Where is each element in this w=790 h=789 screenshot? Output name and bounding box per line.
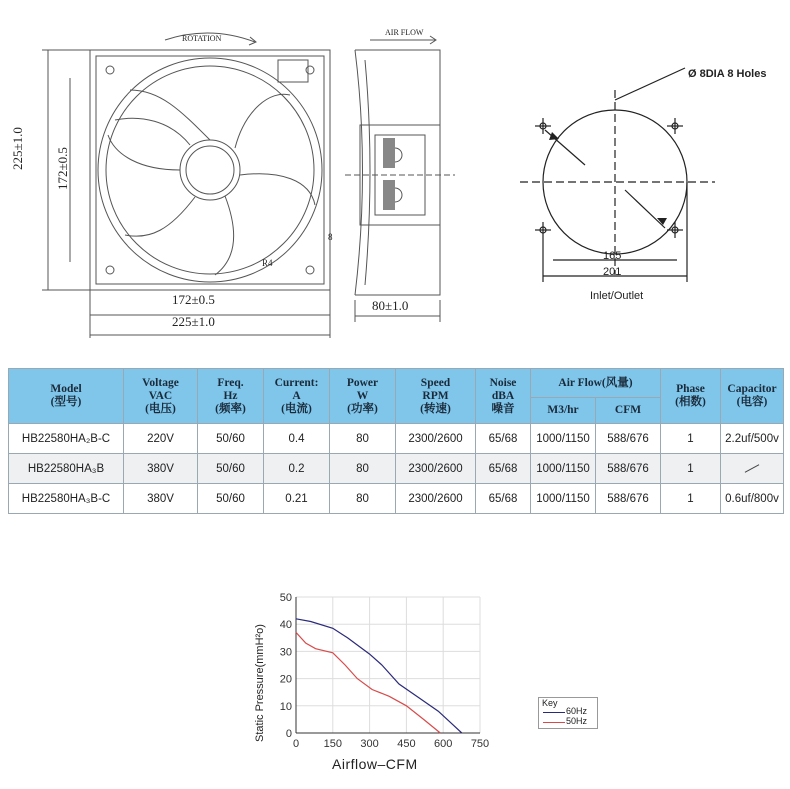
y-tick-label: 10 (279, 700, 292, 713)
cell-capacitor: 2.2uf/500v (721, 424, 784, 454)
dim-165: 165 (603, 250, 622, 262)
header-airflow: Air Flow(风量) (531, 369, 661, 398)
x-tick-label: 150 (323, 738, 342, 750)
cell-phase: 1 (661, 424, 721, 454)
dim-inner-vertical: 172±0.5 (55, 147, 70, 190)
legend-label-50hz: 50Hz (566, 716, 588, 726)
x-tick-label: 300 (360, 738, 379, 750)
header-voltage: Voltage VAC (电压) (124, 369, 198, 424)
table-row (9, 454, 784, 484)
series-line-60hz (296, 619, 462, 733)
table-row (9, 424, 784, 454)
chart-xlabel: Airflow–CFM (332, 756, 418, 772)
header-freq: Freq. Hz (频率) (198, 369, 264, 424)
depth-label: 80±1.0 (372, 298, 409, 313)
chart-legend (538, 697, 598, 729)
hole-label: 8 (328, 232, 333, 242)
cell-capacitor: 0.6uf/800v (721, 484, 784, 514)
x-tick-label: 0 (292, 738, 300, 750)
cell-freq: 50/60 (198, 454, 264, 484)
chart-axes (296, 597, 480, 733)
chart-grid (296, 597, 480, 733)
y-tick-label: 0 (285, 728, 292, 740)
cell-model: HB22580HA₃B (9, 454, 124, 484)
cell-speed: 2300/2600 (396, 484, 476, 514)
cell-freq: 50/60 (198, 424, 264, 454)
cell-cfm: 588/676 (596, 454, 661, 484)
chart-series (296, 619, 462, 733)
dim-201: 201 (603, 266, 622, 278)
legend-title: Key (542, 698, 558, 708)
cell-power: 80 (330, 484, 396, 514)
cell-noise: 65/68 (476, 454, 531, 484)
rotation-label: ROTATION (182, 34, 222, 43)
cell-cfm: 588/676 (596, 424, 661, 454)
not-applicable-mark (745, 464, 760, 472)
y-tick-label: 30 (279, 646, 292, 659)
cell-voltage: 220V (124, 424, 198, 454)
y-tick-label: 40 (279, 619, 292, 632)
airflow-label: AIR FLOW (385, 28, 424, 37)
performance-chart (240, 585, 610, 780)
cell-power: 80 (330, 424, 396, 454)
cell-voltage: 380V (124, 454, 198, 484)
chart-ticks (280, 592, 489, 750)
legend-label-60hz: 60Hz (566, 706, 588, 716)
cell-m3: 1000/1150 (531, 454, 596, 484)
chart-ylabel: Static Pressure(mmH²o) (254, 624, 266, 742)
header-speed: Speed RPM (转速) (396, 369, 476, 424)
cell-phase: 1 (661, 484, 721, 514)
x-tick-label: 750 (470, 738, 490, 750)
dim-outer-horizontal: 225±1.0 (172, 314, 215, 329)
cell-freq: 50/60 (198, 484, 264, 514)
y-tick-label: 20 (279, 673, 292, 686)
dim-outer-vertical: 225±1.0 (10, 127, 25, 170)
x-tick-label: 600 (434, 738, 453, 750)
cell-current: 0.4 (264, 424, 330, 454)
cell-current: 0.21 (264, 484, 330, 514)
cell-power: 80 (330, 454, 396, 484)
header-airflow-m3: M3/hr (531, 398, 596, 424)
y-tick-label: 50 (279, 592, 292, 604)
cell-m3: 1000/1150 (531, 424, 596, 454)
inlet-outlet-drawing (515, 60, 735, 300)
legend-swatch-50hz (543, 722, 565, 723)
cell-cfm: 588/676 (596, 484, 661, 514)
header-power: Power W (功率) (330, 369, 396, 424)
header-phase: Phase (相数) (661, 369, 721, 424)
cell-voltage: 380V (124, 484, 198, 514)
header-capacitor: Capacitor (电容) (721, 369, 784, 424)
cell-model: HB22580HA₃B-C (9, 484, 124, 514)
header-model: Model (型号) (9, 369, 124, 424)
legend-swatch-60hz (543, 712, 565, 713)
table-row (9, 484, 784, 514)
cell-phase: 1 (661, 454, 721, 484)
header-airflow-cfm: CFM (596, 398, 661, 424)
cell-noise: 65/68 (476, 424, 531, 454)
cell-speed: 2300/2600 (396, 424, 476, 454)
cell-model: HB22580HA₂B-C (9, 424, 124, 454)
header-current: Current: A (电流) (264, 369, 330, 424)
cell-capacitor-none (721, 454, 784, 484)
dim-inner-horizontal: 172±0.5 (172, 292, 215, 307)
cell-current: 0.2 (264, 454, 330, 484)
x-tick-label: 450 (397, 738, 416, 750)
series-line-50hz (296, 632, 440, 733)
cell-noise: 65/68 (476, 484, 531, 514)
radius-label: R4 (262, 258, 273, 268)
inlet-outlet-caption: Inlet/Outlet (590, 290, 644, 302)
side-view-drawing (345, 30, 455, 330)
holes-label: Ø 8DIA 8 Holes (688, 68, 767, 80)
cell-speed: 2300/2600 (396, 454, 476, 484)
cell-m3: 1000/1150 (531, 484, 596, 514)
header-noise: Noise dBA 噪音 (476, 369, 531, 424)
spec-table (8, 368, 784, 514)
